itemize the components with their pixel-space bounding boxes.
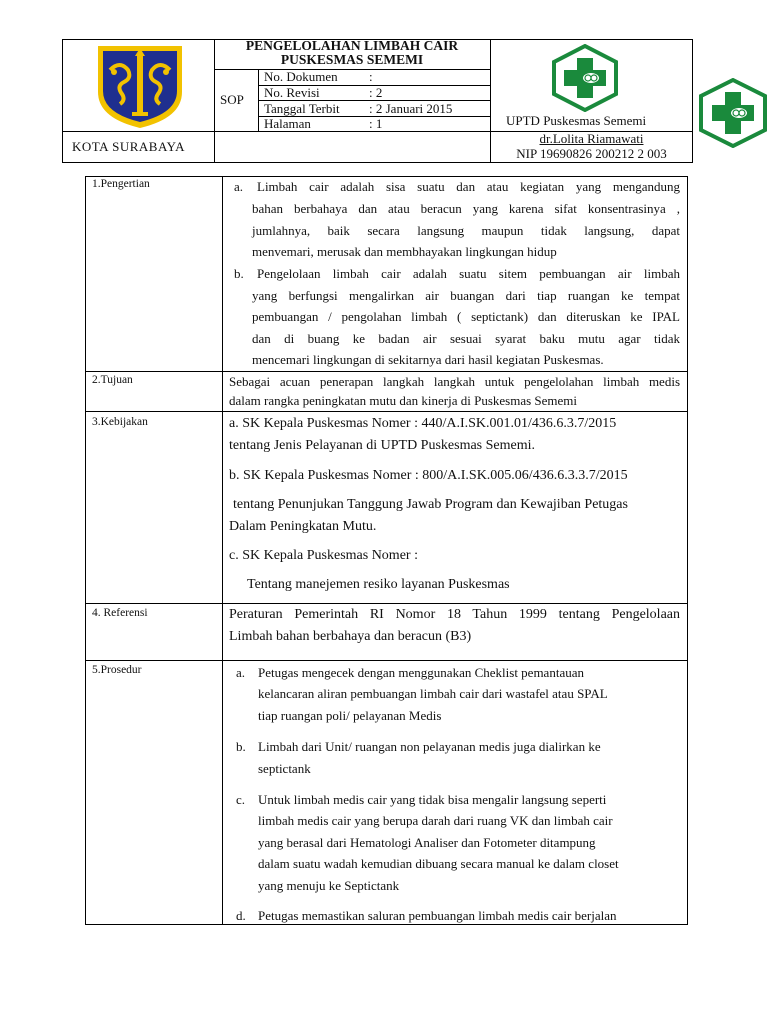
puskesmas-logo xyxy=(550,44,620,112)
pengertian-b-line: yang berfungsi mengalirkan air buangan dari tiap ruangan ke tempat xyxy=(252,288,680,303)
page-label: Halaman xyxy=(264,116,311,131)
issue-date-value: : 2 Januari 2015 xyxy=(369,101,453,116)
pengertian-marker-a: a. xyxy=(234,179,244,194)
referensi-line: Limbah bahan berbahaya dan beracun (B3) xyxy=(229,629,472,644)
row-divider xyxy=(85,603,688,604)
prosedur-line: Limbah dari Unit/ ruangan non pelayanan medis juga dialirkan ke xyxy=(258,739,601,754)
pengertian-a-line: Limbah cair adalah sisa suatu dan atau kegiatan yang mengandung xyxy=(257,179,680,194)
kebijakan-a-line: tentang Jenis Pelayanan di UPTD Puskesmas Sememi. xyxy=(229,438,536,453)
kebijakan-c-line: c. SK Kepala Puskesmas Nomer : xyxy=(229,548,418,563)
pengertian-b-line: Pengelolaan limbah cair adalah suatu sitem pembuangan air limbah xyxy=(257,266,680,281)
tujuan-line: dalam rangka peningkatan mutu dan kinerja di Puskesmas Sememi xyxy=(229,393,578,408)
pengertian-b-line: pembuangan / pengolahan limbah ( septictank) dan diteruskan ke IPAL xyxy=(252,309,680,324)
surabaya-crest-logo xyxy=(92,42,188,130)
section-label-kebijakan: 3.Kebijakan xyxy=(92,416,148,428)
pengertian-a-line: bahan berbahaya dan atau beracun yang karena sifat konsentrasinya , xyxy=(252,201,680,216)
header-title-line1: PENGELOLAHAN LIMBAH CAIR xyxy=(245,38,459,53)
issue-date-label: Tanggal Terbit xyxy=(264,101,340,116)
prosedur-line: Petugas memastikan saluran pembuangan limbah medis cair berjalan xyxy=(258,908,617,923)
pengertian-a-line: menvemari, merusak dan membhayakan lingkungan hidup xyxy=(252,244,557,259)
revision-value: : 2 xyxy=(369,85,383,100)
header-divider xyxy=(214,69,490,70)
prosedur-line: septictank xyxy=(258,761,311,776)
doc-no-label: No. Dokumen xyxy=(264,69,338,84)
section-label-tujuan: 2.Tujuan xyxy=(92,374,133,386)
prosedur-line: kelancaran aliran pembuangan limbah cair dari wastafel atau SPAL xyxy=(258,686,608,701)
prosedur-marker: d. xyxy=(236,908,246,923)
head-nip: NIP 19690826 200212 2 003 xyxy=(516,146,667,161)
pengertian-b-line: dan di buang ke badan air sesuai syarat baku mutu agar tidak xyxy=(252,331,680,346)
kebijakan-c-line: Tentang manejemen resiko layanan Puskesmas xyxy=(247,577,510,592)
referensi-line: Peraturan Pemerintah RI Nomor 18 Tahun 1999 tentang Pengelolaan xyxy=(229,607,680,622)
prosedur-line: limbah medis cair yang berupa darah dari ruang VK dan limbah cair xyxy=(258,813,613,828)
doc-no-value: : xyxy=(369,69,373,84)
row-divider xyxy=(85,660,688,661)
kebijakan-b-line: b. SK Kepala Puskesmas Nomer : 800/A.I.SK.005.06/436.6.3.3.7/2015 xyxy=(229,468,628,483)
content-divider xyxy=(222,176,223,925)
section-label-prosedur: 5.Prosedur xyxy=(92,664,142,676)
prosedur-line: yang berasal dari Hematologi Analiser dan Fotometer ditampung xyxy=(258,835,596,850)
page-value: : 1 xyxy=(369,116,383,131)
section-label-pengertian: 1.Pengertian xyxy=(92,178,150,190)
prosedur-marker: b. xyxy=(236,739,246,754)
section-label-referensi: 4. Referensi xyxy=(92,607,148,619)
kebijakan-b-line: tentang Penunjukan Tanggung Jawab Program dan Kewajiban Petugas xyxy=(233,497,628,512)
sop-label: SOP xyxy=(220,92,244,107)
prosedur-line: yang menuju ke Septictank xyxy=(258,878,400,893)
row-divider xyxy=(85,411,688,412)
header-title-line2: PUSKESMAS SEMEMI xyxy=(280,52,424,67)
prosedur-line: tiap ruangan poli/ pelayanan Medis xyxy=(258,708,442,723)
kebijakan-a-line: a. SK Kepala Puskesmas Nomer : 440/A.I.SK.001.01/436.6.3.7/2015 xyxy=(229,416,617,431)
prosedur-line: dalam suatu wadah kemudian dibuang secara manual ke dalam closet xyxy=(258,856,619,871)
prosedur-marker: c. xyxy=(236,792,246,807)
prosedur-line: Untuk limbah medis cair yang tidak bisa mengalir langsung seperti xyxy=(258,792,607,807)
pengertian-b-line: mencemari lingkungan di sekitarnya dari hasil kegiatan Puskesmas. xyxy=(252,352,604,367)
pengertian-marker-b: b. xyxy=(234,266,244,281)
revision-label: No. Revisi xyxy=(264,85,320,100)
prosedur-marker: a. xyxy=(236,665,246,680)
head-name: dr.Lolita Riamawati xyxy=(539,131,644,146)
row-divider xyxy=(85,371,688,372)
tujuan-line: Sebagai acuan penerapan langkah langkah untuk pengelolahan limbah medis xyxy=(229,374,680,389)
prosedur-line: Petugas mengecek dengan menggunakan Cheklist pemantauan xyxy=(258,665,584,680)
city-label: KOTA SURABAYA xyxy=(72,139,185,154)
kebijakan-b-line: Dalam Peningkatan Mutu. xyxy=(229,519,377,534)
unit-name: UPTD Puskesmas Sememi xyxy=(506,113,647,128)
pengertian-a-line: jumlahnya, baik secara langsung maupun tidak langsung, dapat xyxy=(252,223,680,238)
puskesmas-logo-outside xyxy=(697,78,768,148)
